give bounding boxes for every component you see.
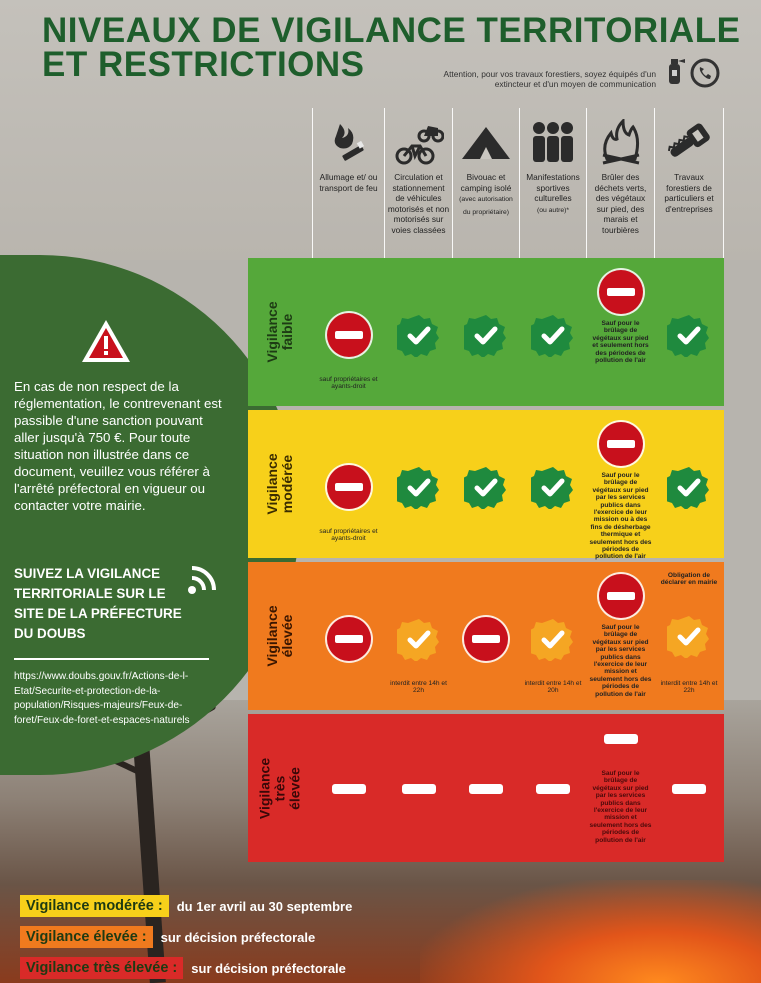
column-header-burning (587, 108, 654, 258)
banner-text: du 1er avril au 30 septembre (176, 898, 353, 914)
table-cell (385, 410, 452, 558)
prohibited-dash-icon (332, 784, 366, 794)
signal-icon (184, 562, 220, 598)
table-cell (520, 714, 586, 862)
cell-note-top: Obligation de déclarer en mairie (660, 572, 718, 587)
column-header-vehicles (385, 108, 452, 258)
row-label-text: Vigilance modérée (264, 453, 295, 515)
table-cell (655, 258, 723, 406)
banner-very-high (20, 957, 346, 979)
banner-tag: Vigilance élevée : (20, 926, 153, 948)
row-label-text: Vigilance élevée (264, 605, 295, 667)
banner-moderate (20, 895, 352, 917)
table-cell (313, 562, 384, 710)
allowed-check-icon (464, 465, 508, 509)
warning-icon (80, 318, 132, 364)
column-header-camping (453, 108, 519, 258)
prohibited-dash-icon (469, 784, 503, 794)
column-label: Manifestations sportives culturelles (526, 172, 580, 203)
banner-text: sur décision préfectorale (191, 960, 346, 976)
allowed-check-icon (464, 313, 508, 357)
banner-text: sur décision préfectorale (160, 929, 316, 945)
column-header-fire (313, 108, 384, 258)
table-cell (587, 258, 654, 406)
prohibited-dash-icon (536, 784, 570, 794)
title-line-1: NIVEAUX DE VIGILANCE TERRITORIALE (42, 11, 741, 50)
table-cell (313, 714, 384, 862)
table-cell (453, 562, 519, 710)
column-label: Circulation et stationnement de véhicules motorisés et non motorisés sur voies classées (387, 172, 450, 235)
fire-cigarette-icon (326, 120, 372, 166)
burning-pile-icon (599, 119, 643, 167)
column-header-events (520, 108, 586, 258)
group-people-icon (531, 120, 575, 166)
column-sublabel: (avec autorisation du propriétaire) (459, 196, 513, 216)
phone-icon (690, 58, 720, 88)
banner-tag: Vigilance modérée : (20, 895, 169, 917)
prefecture-link[interactable]: https://www.doubs.gouv.fr/Actions-de-l-Etat/Securite-et-protection-de-la-population/Risques-majeurs/Feux-de-foret/Feux-de-foret-et-espaces-naturels (14, 671, 190, 726)
prohibited-icon (327, 617, 371, 661)
row-label (248, 410, 312, 558)
allowed-check-icon (397, 617, 441, 661)
allowed-check-icon (397, 465, 441, 509)
table-cell (587, 714, 654, 862)
prohibited-icon (464, 617, 508, 661)
cell-note: Sauf pour le brûlage de végétaux sur pied par les services publics dans l'exercice de leur mission et seulement hors des périodes de pollution de l'air (589, 624, 652, 698)
prohibited-dash-icon (402, 784, 436, 794)
table-cell (453, 714, 519, 862)
sanction-text: En cas de non respect de la réglementation, le contrevenant est passible d'une sanction pouvant aller jusqu'à 750 €. Pour toute situation non illustrée dans ce document, veuillez vous référer à l'arrêté préfectoral en vigueur ou contacter votre mairie. (14, 379, 222, 513)
prohibited-icon (599, 270, 643, 314)
cell-note: sauf propriétaires et ayants-droit (319, 528, 378, 543)
banner-tag: Vigilance très élevée : (20, 957, 183, 979)
table-cell (655, 714, 723, 862)
tent-icon (460, 123, 512, 163)
cell-note: Sauf pour le brûlage de végétaux sur pied par les services publics dans l'exercice de leur mission et seulement hors des périodes de pollution de l'air (589, 770, 652, 844)
cell-note: Sauf pour le brûlage de végétaux sur pied et seulement hors des périodes de pollution de l'air (592, 320, 649, 365)
row-label-text: Vigilance faible (264, 301, 295, 363)
column-sublabel: (ou autre)* (536, 206, 570, 214)
table-cell (587, 410, 654, 561)
attention-note: Attention, pour vos travaux forestiers, soyez équipés d'un extincteur et d'un moyen de communication (443, 69, 656, 89)
allowed-check-icon (397, 313, 441, 357)
prohibited-icon (599, 574, 643, 618)
prohibited-icon (327, 313, 371, 357)
allowed-check-icon (531, 465, 575, 509)
fire-extinguisher-icon (662, 56, 688, 86)
allowed-check-icon (667, 465, 711, 509)
cell-note: interdit entre 14h et 22h (660, 680, 718, 695)
allowed-check-icon (667, 614, 711, 658)
banner-high (20, 926, 315, 948)
scooter-bicycle-icon (394, 120, 444, 166)
fire-glow (420, 880, 761, 983)
column-label: Allumage et/ ou transport de feu (319, 172, 378, 193)
row-label (248, 258, 312, 406)
table-cell (453, 410, 519, 558)
prohibited-icon (327, 465, 371, 509)
table-cell (520, 562, 586, 710)
table-cell (313, 258, 384, 406)
row-label (248, 714, 312, 862)
title-line-2: ET RESTRICTIONS (42, 45, 365, 84)
table-cell (655, 410, 723, 558)
prohibited-dash-icon (672, 784, 706, 794)
table-cell (313, 410, 384, 558)
allowed-check-icon (531, 313, 575, 357)
cell-note: sauf propriétaires et ayants-droit (319, 376, 378, 391)
follow-heading: SUIVEZ LA VIGILANCE TERRITORIALE SUR LE SITE DE LA PRÉFECTURE DU DOUBS (14, 566, 182, 641)
column-label: Travaux forestiers de particuliers et d'entreprises (664, 172, 714, 214)
table-cell (385, 562, 452, 710)
table-cell (587, 562, 654, 710)
column-label: Brûler des déchets verts, des végétaux sur pied, des marais et tourbières (594, 172, 647, 235)
chainsaw-icon (664, 120, 714, 166)
cell-note: Sauf pour le brûlage de végétaux sur pied par les services publics dans l'exercice de leur mission ou à des fins de désherbage thermique et seulement hors des périodes de pollution de l'air (589, 472, 652, 561)
allowed-check-icon (531, 617, 575, 661)
table-cell (520, 410, 586, 558)
column-divider (723, 108, 724, 260)
cell-note: interdit entre 14h et 20h (524, 680, 582, 695)
table-cell (385, 714, 452, 862)
prohibited-icon (599, 422, 643, 466)
table-cell (453, 258, 519, 406)
prohibited-dash-icon (604, 734, 638, 744)
table-cell (385, 258, 452, 406)
cell-note: interdit entre 14h et 22h (390, 680, 447, 695)
allowed-check-icon (667, 313, 711, 357)
row-label-text: Vigilance très élevée (256, 757, 303, 819)
table-cell (520, 258, 586, 406)
divider (14, 658, 209, 660)
table-cell (655, 562, 723, 710)
row-label (248, 562, 312, 710)
column-header-forestry (655, 108, 723, 258)
column-label: Bivouac et camping isolé (460, 172, 512, 193)
